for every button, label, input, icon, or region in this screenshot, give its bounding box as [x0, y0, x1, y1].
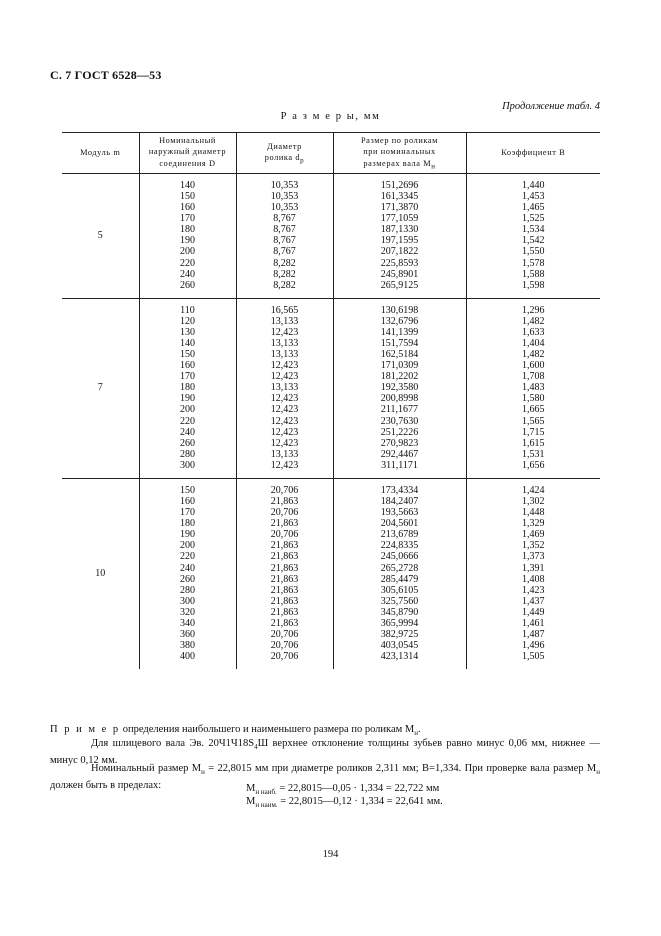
module-cell: 10 — [95, 568, 106, 580]
table-value: 10,353 — [270, 202, 299, 214]
table-value: 173,4334 — [380, 484, 419, 496]
table-value: 21,863 — [270, 573, 299, 585]
example-paragraph-nominal: Номинальный размер $M_н = 22,8015$ мм при диаметре роликов 2,311 мм; B=1,334. При проверке вала размер $M_н$ должен быть в пределах: — [50, 763, 600, 792]
table-value: 150 — [180, 484, 195, 496]
table-value: 292,4467 — [380, 448, 419, 460]
table-caption: Р а з м е р ы, мм — [280, 111, 381, 122]
table-value: 1,408 — [522, 573, 545, 585]
table-value: 1,487 — [522, 628, 545, 640]
table-value: 305,6105 — [380, 584, 419, 596]
page-header: С. 7 ГОСТ 6528—53 — [50, 68, 162, 82]
table-value: 120 — [180, 315, 195, 327]
values-cell-dp — [236, 478, 333, 669]
table-value: 1,352 — [522, 540, 545, 552]
table-value: 1,715 — [522, 426, 545, 438]
table-value: 311,1171 — [381, 459, 418, 471]
table-value: 1,391 — [522, 562, 545, 574]
table-value: 345,8790 — [380, 606, 419, 618]
values-cell-b — [466, 478, 600, 669]
table-value: 1,565 — [522, 415, 545, 427]
table-value: 1,469 — [522, 529, 545, 541]
page-number: 194 — [322, 849, 339, 860]
table-value: 220 — [180, 415, 195, 427]
table-value: 240 — [180, 268, 195, 280]
table-row — [62, 298, 600, 478]
table-value: 300 — [180, 459, 195, 471]
table-value: 151,2696 — [380, 180, 419, 191]
table-value: 170 — [180, 213, 195, 225]
formula-max: $M_{н наиб.}$ = 22,8015—0,05 · 1,334 = 22,722 мм — [246, 783, 440, 797]
formula-min: $M_{н наим.}$ = 22,8015—0,12 · 1,334 = 22,641 мм. — [246, 796, 443, 810]
table-value: 8,282 — [273, 257, 296, 269]
table-value: 400 — [180, 651, 195, 663]
values-cell-d — [139, 174, 236, 299]
table-value: 230,7630 — [380, 415, 419, 427]
table-value: 21,863 — [270, 551, 299, 563]
table-value: 110 — [180, 304, 195, 316]
table-value: 197,1595 — [380, 235, 419, 247]
table-value: 240 — [180, 426, 195, 438]
table-value: 180 — [180, 224, 195, 236]
table-value: 20,706 — [270, 640, 299, 652]
table-value: 150 — [180, 191, 195, 203]
table-value: 285,4479 — [380, 573, 419, 585]
table-value: 1,448 — [522, 507, 545, 519]
table-value: 21,863 — [270, 617, 299, 629]
table-value: 12,423 — [270, 393, 299, 405]
table-value: 10,353 — [270, 180, 299, 191]
table-value: 20,706 — [270, 507, 299, 519]
table-value: 8,767 — [273, 213, 296, 225]
table-value: 220 — [180, 257, 195, 269]
table-value: 180 — [180, 518, 195, 530]
table-value: 1,531 — [522, 448, 545, 460]
table-value: 20,706 — [270, 484, 299, 496]
values-cell-dp — [236, 298, 333, 478]
table-value: 171,3870 — [380, 202, 419, 214]
table-value: 325,7560 — [380, 595, 419, 607]
table-value: 21,863 — [270, 606, 299, 618]
table-value: 1,588 — [522, 268, 545, 280]
table-value: 1,550 — [522, 246, 545, 258]
table-value: 213,6789 — [380, 529, 419, 541]
table-value: 13,133 — [270, 382, 299, 394]
table-value: 382,9725 — [380, 628, 419, 640]
table-value: 12,423 — [270, 437, 299, 449]
table-value: 320 — [180, 606, 195, 618]
table-value: 1,482 — [522, 315, 545, 327]
table-value: 132,6796 — [380, 315, 419, 327]
values-cell-d — [139, 298, 236, 478]
table-value: 8,282 — [273, 279, 296, 291]
table-value: 1,440 — [522, 180, 545, 191]
table-value: 8,767 — [273, 246, 296, 258]
table-value: 280 — [180, 584, 195, 596]
table-value: 187,1330 — [380, 224, 419, 236]
table-value: 1,423 — [522, 584, 545, 596]
table-value: 8,767 — [273, 235, 296, 247]
module-cell: 7 — [62, 298, 139, 478]
table-value: 10,353 — [270, 191, 299, 203]
table-value: 190 — [180, 235, 195, 247]
table-value: 251,2226 — [380, 426, 419, 438]
table-continuation-note: Продолжение табл. 4 — [502, 101, 600, 112]
table-value: 8,282 — [273, 268, 296, 280]
table-value: 140 — [180, 180, 195, 191]
table-value: 1,482 — [522, 349, 545, 361]
header-size-by-rollers: Размер по роликам при номинальных размерах вала $M_н$ — [333, 133, 466, 174]
table-value: 12,423 — [270, 404, 299, 416]
table-value: 1,483 — [522, 382, 545, 394]
table-value: 130 — [180, 326, 195, 338]
table-row — [62, 174, 600, 299]
table-value: 1,578 — [522, 257, 545, 269]
table-value: 240 — [180, 562, 195, 574]
table-value: 270,9823 — [380, 437, 419, 449]
table-value: 12,423 — [270, 326, 299, 338]
table-value: 260 — [180, 573, 195, 585]
table-value: 260 — [180, 437, 195, 449]
table-value: 12,423 — [270, 459, 299, 471]
table-value: 170 — [180, 371, 195, 383]
table-value: 1,437 — [522, 595, 545, 607]
table-value: 151,7594 — [380, 338, 419, 350]
table-value: 12,423 — [270, 415, 299, 427]
table-value: 193,5663 — [380, 507, 419, 519]
table-value: 21,863 — [270, 540, 299, 552]
table-value: 245,0666 — [380, 551, 419, 563]
roller-size-table — [62, 132, 600, 669]
table-value: 1,525 — [522, 213, 545, 225]
table-value: 207,1822 — [380, 246, 419, 258]
table-value: 1,505 — [522, 651, 545, 663]
table-value: 200 — [180, 404, 195, 416]
table-value: 200 — [180, 540, 195, 552]
table-value: 403,0545 — [380, 640, 419, 652]
header-module: Модуль m — [62, 133, 139, 174]
table-value: 21,863 — [270, 496, 299, 508]
table-value: 340 — [180, 617, 195, 629]
table-value: 181,2202 — [380, 371, 419, 383]
table-value: 141,1399 — [380, 326, 419, 338]
table-value: 20,706 — [270, 651, 299, 663]
table-value: 150 — [180, 349, 195, 361]
table-value: 130,6198 — [380, 304, 419, 316]
table-value: 1,580 — [522, 393, 545, 405]
table-value: 1,449 — [522, 606, 545, 618]
values-cell-m — [333, 478, 466, 669]
table-value: 265,9125 — [380, 279, 419, 291]
table-value: 162,5184 — [380, 349, 419, 361]
table-value: 12,423 — [270, 360, 299, 372]
table-value: 171,0309 — [380, 360, 419, 372]
table-value: 1,615 — [522, 437, 545, 449]
table-value: 380 — [180, 640, 195, 652]
table-value: 204,5601 — [380, 518, 419, 530]
table-value: 1,665 — [522, 404, 545, 416]
table-value: 184,2407 — [380, 496, 419, 508]
table-value: 1,461 — [522, 617, 545, 629]
table-value: 190 — [180, 393, 195, 405]
module-cell: 5 — [62, 174, 139, 299]
table-value: 13,133 — [270, 338, 299, 350]
table-value: 21,863 — [270, 562, 299, 574]
table-value: 300 — [180, 595, 195, 607]
table-value: 161,3345 — [380, 191, 419, 203]
table-value: 21,863 — [270, 518, 299, 530]
header-coefficient: Коэффициент B — [466, 133, 600, 174]
header-roller-diameter: Диаметр ролика $d_р$ — [236, 133, 333, 174]
table-value: 1,373 — [522, 551, 545, 563]
table-value: 1,708 — [522, 371, 545, 383]
table-value: 160 — [180, 202, 195, 214]
table-value: 16,565 — [270, 304, 299, 316]
values-cell-b — [466, 298, 600, 478]
table-value: 20,706 — [270, 628, 299, 640]
table-value: 170 — [180, 507, 195, 519]
table-value: 12,423 — [270, 426, 299, 438]
table-value: 1,598 — [522, 279, 545, 291]
table-value: 20,706 — [270, 529, 299, 541]
table-value: 12,423 — [270, 371, 299, 383]
table-value: 360 — [180, 628, 195, 640]
table-value: 1,534 — [522, 224, 545, 236]
values-cell-d — [139, 478, 236, 669]
table-value: 160 — [180, 360, 195, 372]
table-value: 260 — [180, 279, 195, 291]
table-value: 1,633 — [522, 326, 545, 338]
table-value: 265,2728 — [380, 562, 419, 574]
values-cell-m — [333, 298, 466, 478]
table-value: 1,542 — [522, 235, 545, 247]
table-value: 13,133 — [270, 349, 299, 361]
table-value: 177,1059 — [380, 213, 419, 225]
example-paragraph-shaft: Для шлицевого вала Эв. $20Ч1Ч18S_4Ш$ верхнее отклонение толщины зубьев равно минус 0,06 мм, нижнее — минус 0,12 мм. — [50, 738, 600, 767]
table-value: 224,8335 — [380, 540, 419, 552]
table-value: 1,404 — [522, 338, 545, 350]
table-value: 190 — [180, 529, 195, 541]
table-value: 1,465 — [522, 202, 545, 214]
table-value: 245,8901 — [380, 268, 419, 280]
table-value: 160 — [180, 496, 195, 508]
table-value: 220 — [180, 551, 195, 563]
table-value: 1,600 — [522, 360, 545, 372]
table-value: 1,329 — [522, 518, 545, 530]
header-outer-diameter: Номинальный наружный диаметр соединения D — [139, 133, 236, 174]
table-value: 1,656 — [522, 459, 545, 471]
table-value: 423,1314 — [380, 651, 419, 663]
table-value: 192,3580 — [380, 382, 419, 394]
table-value: 140 — [180, 338, 195, 350]
table-header-row — [62, 133, 600, 174]
table-row — [62, 478, 600, 669]
table-value: 180 — [180, 382, 195, 394]
table-value: 13,133 — [270, 448, 299, 460]
values-cell-dp — [236, 174, 333, 299]
table-value: 1,496 — [522, 640, 545, 652]
table-value: 200,8998 — [380, 393, 419, 405]
table-value: 1,296 — [522, 304, 545, 316]
table-value: 200 — [180, 246, 195, 258]
values-cell-b — [466, 174, 600, 299]
table-value: 13,133 — [270, 315, 299, 327]
table-value: 225,8593 — [380, 257, 419, 269]
table-value: 1,302 — [522, 496, 545, 508]
table-value: 211,1677 — [380, 404, 419, 416]
table-value: 1,424 — [522, 484, 545, 496]
table-value: 365,9994 — [380, 617, 419, 629]
table-value: 280 — [180, 448, 195, 460]
table-value: 21,863 — [270, 595, 299, 607]
table-value: 1,453 — [522, 191, 545, 203]
table-value: 21,863 — [270, 584, 299, 596]
values-cell-m — [333, 174, 466, 299]
table-value: 8,767 — [273, 224, 296, 236]
example-heading: П р и м е р определения наибольшего и наименьшего размера по роликам $M_н$. — [50, 724, 421, 738]
